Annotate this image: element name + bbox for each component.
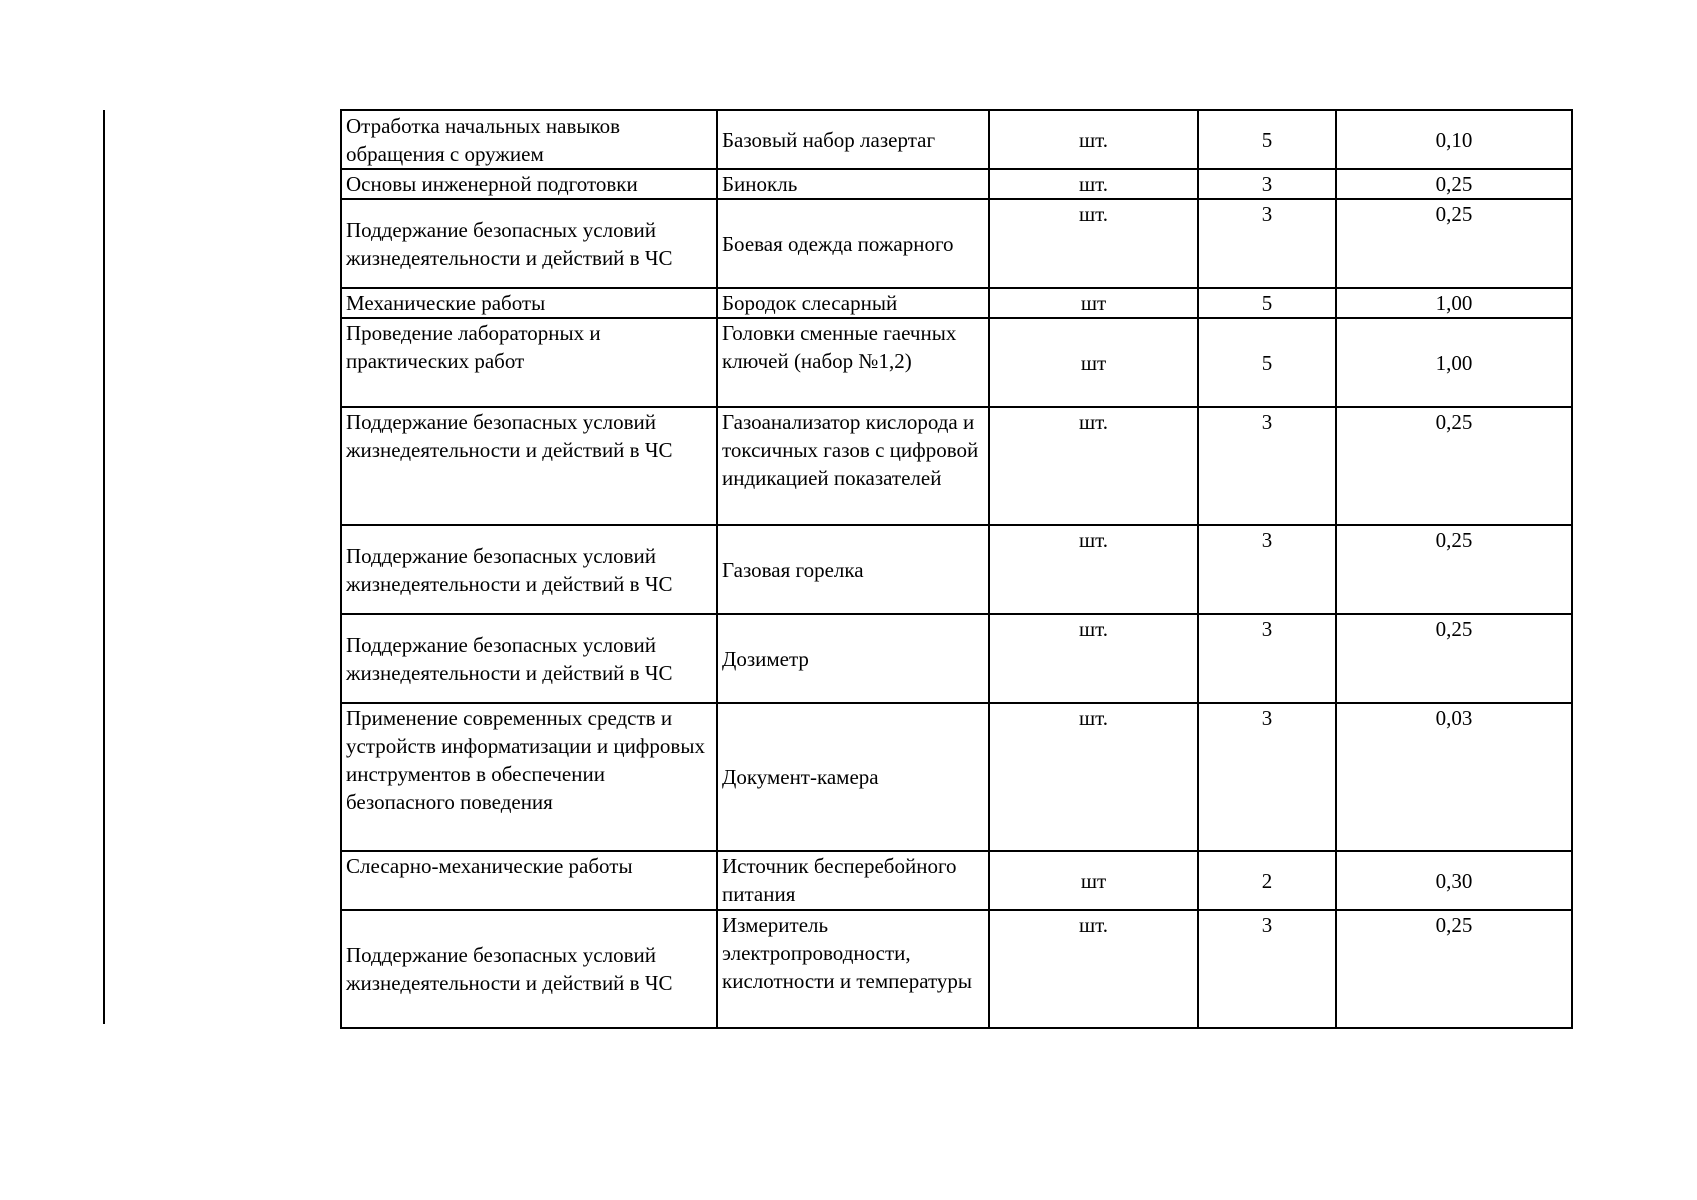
equipment-table-body xyxy=(341,110,1572,1028)
unit-cell: шт. xyxy=(989,614,1198,703)
coefficient-cell: 0,03 xyxy=(1336,703,1572,851)
table-row xyxy=(341,851,1572,910)
quantity-cell: 5 xyxy=(1198,288,1336,318)
section-cell: Поддержание безопасных условий жизнедеятельности и действий в ЧС xyxy=(341,407,717,525)
table-row xyxy=(341,703,1572,851)
unit-cell: шт. xyxy=(989,110,1198,169)
quantity-cell: 5 xyxy=(1198,110,1336,169)
unit-cell: шт xyxy=(989,288,1198,318)
table-row xyxy=(341,288,1572,318)
unit-cell: шт. xyxy=(989,407,1198,525)
quantity-cell: 3 xyxy=(1198,525,1336,614)
quantity-cell: 3 xyxy=(1198,169,1336,199)
unit-cell: шт xyxy=(989,851,1198,910)
coefficient-cell: 0,25 xyxy=(1336,614,1572,703)
section-cell: Поддержание безопасных условий жизнедеятельности и действий в ЧС xyxy=(341,525,717,614)
section-cell: Поддержание безопасных условий жизнедеятельности и действий в ЧС xyxy=(341,199,717,288)
left-margin-rule xyxy=(103,110,105,1024)
item-cell: Дозиметр xyxy=(717,614,989,703)
quantity-cell: 5 xyxy=(1198,318,1336,407)
coefficient-cell: 0,25 xyxy=(1336,169,1572,199)
coefficient-cell: 0,30 xyxy=(1336,851,1572,910)
item-cell: Боевая одежда пожарного xyxy=(717,199,989,288)
item-cell: Газоанализатор кислорода и токсичных газов с цифровой индикацией показателей xyxy=(717,407,989,525)
quantity-cell: 2 xyxy=(1198,851,1336,910)
section-cell: Основы инженерной подготовки xyxy=(341,169,717,199)
section-cell: Слесарно-механические работы xyxy=(341,851,717,910)
section-cell: Поддержание безопасных условий жизнедеятельности и действий в ЧС xyxy=(341,910,717,1028)
coefficient-cell: 0,10 xyxy=(1336,110,1572,169)
coefficient-cell: 0,25 xyxy=(1336,199,1572,288)
equipment-table xyxy=(340,109,1573,1029)
section-cell: Отработка начальных навыков обращения с оружием xyxy=(341,110,717,169)
unit-cell: шт. xyxy=(989,910,1198,1028)
table-row xyxy=(341,910,1572,1028)
coefficient-cell: 1,00 xyxy=(1336,318,1572,407)
section-cell: Применение современных средств и устройств информатизации и цифровых инструментов в обеспечении безопасного поведения xyxy=(341,703,717,851)
table-row xyxy=(341,614,1572,703)
section-cell: Проведение лабораторных и практических работ xyxy=(341,318,717,407)
item-cell: Газовая горелка xyxy=(717,525,989,614)
coefficient-cell: 0,25 xyxy=(1336,525,1572,614)
quantity-cell: 3 xyxy=(1198,407,1336,525)
item-cell: Источник бесперебойного питания xyxy=(717,851,989,910)
unit-cell: шт. xyxy=(989,525,1198,614)
section-cell: Механические работы xyxy=(341,288,717,318)
quantity-cell: 3 xyxy=(1198,199,1336,288)
coefficient-cell: 0,25 xyxy=(1336,407,1572,525)
unit-cell: шт. xyxy=(989,703,1198,851)
section-cell: Поддержание безопасных условий жизнедеятельности и действий в ЧС xyxy=(341,614,717,703)
quantity-cell: 3 xyxy=(1198,614,1336,703)
item-cell: Бинокль xyxy=(717,169,989,199)
item-cell: Измеритель электропроводности, кислотности и температуры xyxy=(717,910,989,1028)
item-cell: Бородок слесарный xyxy=(717,288,989,318)
quantity-cell: 3 xyxy=(1198,910,1336,1028)
table-row xyxy=(341,318,1572,407)
table-row xyxy=(341,407,1572,525)
coefficient-cell: 0,25 xyxy=(1336,910,1572,1028)
item-cell: Документ-камера xyxy=(717,703,989,851)
coefficient-cell: 1,00 xyxy=(1336,288,1572,318)
item-cell: Базовый набор лазертаг xyxy=(717,110,989,169)
table-row xyxy=(341,169,1572,199)
table-row xyxy=(341,110,1572,169)
unit-cell: шт. xyxy=(989,169,1198,199)
unit-cell: шт xyxy=(989,318,1198,407)
item-cell: Головки сменные гаечных ключей (набор №1,2) xyxy=(717,318,989,407)
unit-cell: шт. xyxy=(989,199,1198,288)
table-row xyxy=(341,525,1572,614)
table-row xyxy=(341,199,1572,288)
quantity-cell: 3 xyxy=(1198,703,1336,851)
